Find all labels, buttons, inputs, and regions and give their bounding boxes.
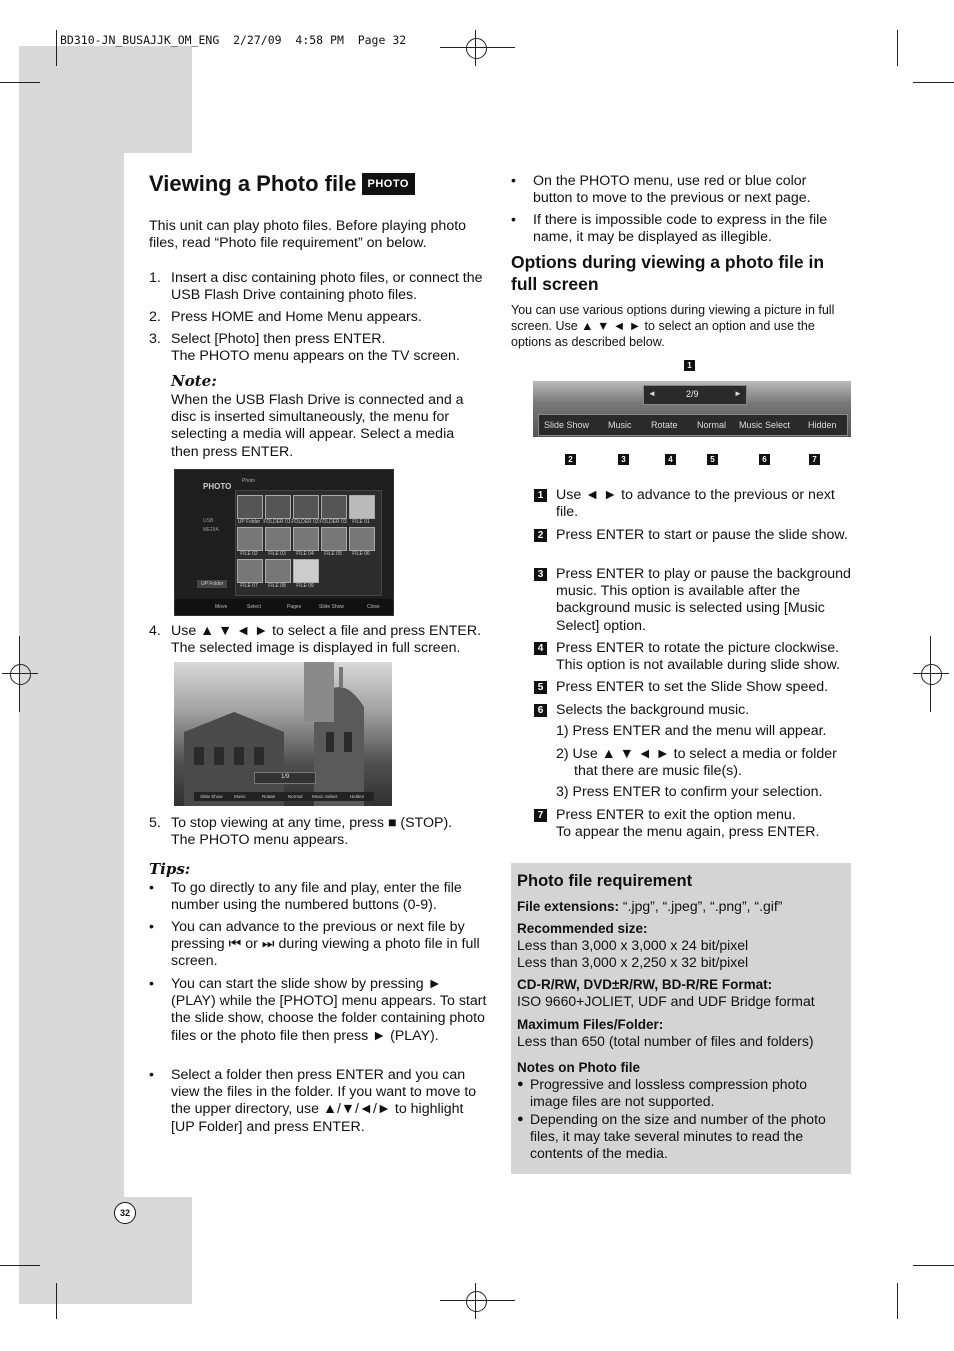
tile-file <box>321 527 347 551</box>
prev-arrow-icon: ◄ <box>648 389 656 398</box>
callout-1: 1 <box>684 360 695 371</box>
option-item-4 <box>534 640 852 674</box>
crop-mark <box>0 82 40 83</box>
option-rotate: Rotate <box>651 420 678 430</box>
step-5 <box>149 815 489 849</box>
step-number: 4. <box>149 623 161 639</box>
counter-box <box>643 385 747 405</box>
option-music-select: Music Select <box>739 420 791 430</box>
crop-mark <box>0 1265 40 1266</box>
tile-file <box>293 527 319 551</box>
note-text: Depending on the size and number of the photo files, it may take several minutes to read the contents of the media. <box>530 1111 826 1161</box>
footer-select: Select <box>247 604 261 610</box>
tip-item <box>149 880 489 914</box>
ext-line <box>517 898 847 915</box>
step-text: The PHOTO menu appears on the TV screen. <box>171 348 460 365</box>
crop-mark <box>56 30 57 66</box>
counter-text: 2/9 <box>686 389 699 399</box>
note-heading: Note: <box>171 372 217 390</box>
tip-text: You can advance to the previous or next file by pressing ⏮ or ⏭ during viewing a photo file in full screen. <box>171 919 480 970</box>
crop-mark <box>913 82 954 83</box>
gray-band-top-left <box>19 46 192 153</box>
tip-item <box>149 919 489 971</box>
crop-mark <box>897 1283 898 1319</box>
footer-pages: Pages <box>287 604 302 610</box>
sub-step: 1) Press ENTER and the menu will appear. <box>556 723 827 739</box>
bullet-text: If there is impossible code to express in the file name, it may be displayed as illegible. <box>533 212 828 246</box>
item-text: To appear the menu again, press ENTER. <box>556 824 820 841</box>
photo-counter-box <box>254 772 316 784</box>
size-value: Less than 3,000 x 3,000 x 24 bit/pixel <box>517 937 749 953</box>
media-label: MEDIA <box>203 527 219 533</box>
ext-value: “.jpg”, “.jpeg”, “.png”, “.gif” <box>622 898 783 914</box>
bullet-text: On the PHOTO menu, use red or blue color button to move to the previous or next page. <box>533 173 811 207</box>
sub-step <box>556 746 846 780</box>
registration-mark-bottom <box>458 1283 494 1319</box>
option-normal: Normal <box>697 420 727 430</box>
photo-logo: PHOTO <box>203 482 232 491</box>
item-text: Use ◄ ► to advance to the previous or next file. <box>556 487 835 521</box>
photo-requirement-box <box>511 863 851 1174</box>
tile-label: FILE 08 <box>268 583 286 589</box>
sub-step: 3) Press ENTER to confirm your selection. <box>556 784 823 800</box>
registration-mark-right <box>913 656 949 692</box>
callout-4: 4 <box>665 454 676 465</box>
tile-label: FILE 06 <box>352 551 370 557</box>
max-label: Maximum Files/Folder: <box>517 1017 664 1032</box>
step-number: 5. <box>149 815 161 831</box>
tile-folder <box>293 495 319 519</box>
right-bullet <box>511 212 846 246</box>
bar-music: Music <box>234 794 246 799</box>
registration-mark-left <box>2 656 38 692</box>
size-label: Recommended size: <box>517 921 648 936</box>
option-item-6 <box>534 702 852 719</box>
format-value: ISO 9660+JOLIET, UDF and UDF Bridge format <box>517 993 815 1009</box>
option-item-5 <box>534 679 852 696</box>
crop-mark <box>913 1265 954 1266</box>
tile-file <box>349 527 375 551</box>
tile-label: FILE 04 <box>296 551 314 557</box>
item-badge: 1 <box>534 489 547 502</box>
bullet: • <box>149 919 154 935</box>
bullet: • <box>511 212 516 228</box>
tile-label: FOLDER 02 <box>291 519 319 525</box>
tile-label: FILE 03 <box>268 551 286 557</box>
tile-label: FILE 09 <box>296 583 314 589</box>
media-label: USB <box>203 518 214 524</box>
building-illustration <box>174 662 392 806</box>
photo-tag: PHOTO <box>363 174 414 194</box>
step-1 <box>149 270 484 304</box>
bar-rotate: Rotate <box>262 794 276 799</box>
note-text: Progressive and lossless compression photo image files are not supported. <box>530 1076 808 1109</box>
fullscreen-option-bar <box>194 792 374 801</box>
item-badge: 3 <box>534 568 547 581</box>
menu-footer <box>175 599 393 615</box>
tip-text: Select a folder then press ENTER and you can view the files in the folder. If you want to move to the upper directory, use ▲/▼/◄/► to highlight [UP Folder] and press ENTER. <box>171 1067 477 1135</box>
next-arrow-icon: ► <box>734 389 742 398</box>
note-item <box>517 1076 837 1110</box>
step-4 <box>149 623 489 657</box>
tile-label: FILE 05 <box>324 551 342 557</box>
tile-file <box>265 527 291 551</box>
note-item <box>517 1111 837 1162</box>
option-item-3 <box>534 566 852 635</box>
right-bullet <box>511 173 846 207</box>
crop-mark <box>440 1300 515 1301</box>
page-number <box>114 1202 136 1224</box>
step-number: 3. <box>149 331 161 347</box>
step-3 <box>149 331 489 365</box>
tile-file <box>293 559 319 583</box>
tile-file <box>237 527 263 551</box>
item-text: Press ENTER to play or pause the background music. This option is available after the background music is selected using [Music Select] option. <box>556 566 851 634</box>
max-value: Less than 650 (total number of files and folders) <box>517 1033 814 1049</box>
item-badge: 4 <box>534 642 547 655</box>
tile-file <box>349 495 375 519</box>
page-title <box>149 171 414 197</box>
crop-mark <box>440 47 515 48</box>
bar-hidden: Hidden <box>350 794 365 799</box>
requirement-heading: Photo file requirement <box>517 872 693 890</box>
option-item-7 <box>534 807 852 841</box>
sub-step-text: 2) Use ▲ ▼ ◄ ► to select a media or folder that there are music file(s). <box>556 746 837 780</box>
step-text: Press HOME and Home Menu appears. <box>171 309 422 325</box>
tip-text: You can start the slide show by pressing ► (PLAY) while the [PHOTO] menu appears. To start the slide show, choose the folder containing photo files or the photo file then press ► (PLAY). <box>171 976 487 1044</box>
callout-5: 5 <box>707 454 718 465</box>
intro-paragraph: This unit can play photo files. Before playing photo files, read “Photo file requirement” on below. <box>149 218 467 252</box>
header-slug: BD310-JN_BUSAJJK_OM_ENG 2/27/09 4:58 PM Page 32 <box>60 33 407 47</box>
step-number: 2. <box>149 309 161 325</box>
step-text: The selected image is displayed in full screen. <box>171 640 461 657</box>
bar-normal: Normal <box>288 794 303 799</box>
crop-mark <box>897 30 898 66</box>
title-text: Viewing a Photo file <box>149 171 357 196</box>
bullet: • <box>149 976 154 992</box>
size-value: Less than 3,000 x 2,250 x 32 bit/pixel <box>517 954 749 970</box>
tip-text: To go directly to any file and play, enter the file number using the numbered buttons (0-9). <box>171 880 462 914</box>
options-intro: You can use various options during viewing a picture in full screen. Use ▲ ▼ ◄ ► to select an option and use the options as described below. <box>511 303 835 349</box>
ext-label: File extensions: <box>517 899 620 914</box>
step-number: 1. <box>149 270 161 286</box>
fullscreen-photo-screenshot <box>174 662 392 806</box>
tile-file <box>237 559 263 583</box>
bullet: ● <box>517 1113 524 1125</box>
registration-mark-top <box>458 30 494 66</box>
option-slideshow: Slide Show <box>544 420 590 430</box>
tile-up-folder <box>237 495 263 519</box>
tile-label: FILE 01 <box>352 519 370 525</box>
item-badge: 6 <box>534 704 547 717</box>
bullet: • <box>149 1067 154 1083</box>
item-badge: 2 <box>534 529 547 542</box>
footer-move: Move <box>215 604 228 610</box>
callout-6: 6 <box>759 454 770 465</box>
step-2 <box>149 309 484 326</box>
item-text: Press ENTER to rotate the picture clockwise. This option is not available during slide show. <box>556 640 840 674</box>
item-badge: 7 <box>534 809 547 822</box>
option-item-1 <box>534 487 852 521</box>
tile-label: UP Folder <box>237 519 261 525</box>
tile-folder <box>265 495 291 519</box>
option-hidden: Hidden <box>808 420 837 430</box>
crop-mark <box>56 1283 57 1319</box>
option-bar-figure <box>533 381 851 437</box>
bullet: • <box>149 880 154 896</box>
bullet: • <box>511 173 516 189</box>
footer-close: Close <box>367 604 380 610</box>
callout-7: 7 <box>809 454 820 465</box>
step-text: The PHOTO menu appears. <box>171 832 349 849</box>
item-text: Press ENTER to set the Slide Show speed. <box>556 679 829 695</box>
photo-menu-screenshot <box>174 469 394 616</box>
bullet: ● <box>517 1078 524 1090</box>
options-heading: Options during viewing a photo file in full screen <box>511 252 825 294</box>
crop-mark <box>930 636 931 712</box>
step-text: Select [Photo] then press ENTER. <box>171 331 386 347</box>
photo-counter: 1/9 <box>281 774 290 780</box>
format-label: CD-R/RW, DVD±R/RW, BD-R/RE Format: <box>517 977 773 992</box>
note-text: When the USB Flash Drive is connected and a disc is inserted simultaneously, the menu for selecting a media will appear. Select a media then press ENTER. <box>171 392 464 460</box>
footer-slideshow: Slide Show <box>319 604 345 610</box>
step-text: To stop viewing at any time, press ■ (STOP). <box>171 815 453 831</box>
tip-item <box>149 976 489 1045</box>
callout-2: 2 <box>565 454 576 465</box>
tile-folder <box>321 495 347 519</box>
tile-label: FOLDER 03 <box>319 519 347 525</box>
bar-music-select: Music Select <box>312 794 338 799</box>
item-badge: 5 <box>534 681 547 694</box>
tips-heading: Tips: <box>149 860 191 878</box>
photo-tab: Photo <box>242 478 256 484</box>
callout-3: 3 <box>618 454 629 465</box>
option-item-2 <box>534 527 852 544</box>
tile-file <box>265 559 291 583</box>
tip-item <box>149 1067 489 1136</box>
crop-mark <box>19 636 20 712</box>
option-music: Music <box>608 420 632 430</box>
page-number-text: 32 <box>119 1208 130 1218</box>
notes-label: Notes on Photo file <box>517 1060 640 1075</box>
item-text: Press ENTER to exit the option menu. <box>556 807 796 823</box>
step-text: Insert a disc containing photo files, or connect the USB Flash Drive containing photo files. <box>171 270 483 304</box>
gray-band-bottom-left <box>19 1197 192 1304</box>
item-text: Press ENTER to start or pause the slide show. <box>556 527 848 543</box>
tile-label: FILE 02 <box>240 551 258 557</box>
step-text: Use ▲ ▼ ◄ ► to select a file and press ENTER. <box>171 623 482 639</box>
up-folder-button: UP Folder <box>197 580 227 588</box>
item-text: Selects the background music. <box>556 702 750 718</box>
tile-label: FOLDER 01 <box>263 519 291 525</box>
bar-slideshow: Slide Show <box>200 794 223 799</box>
tile-label: FILE 07 <box>240 583 258 589</box>
